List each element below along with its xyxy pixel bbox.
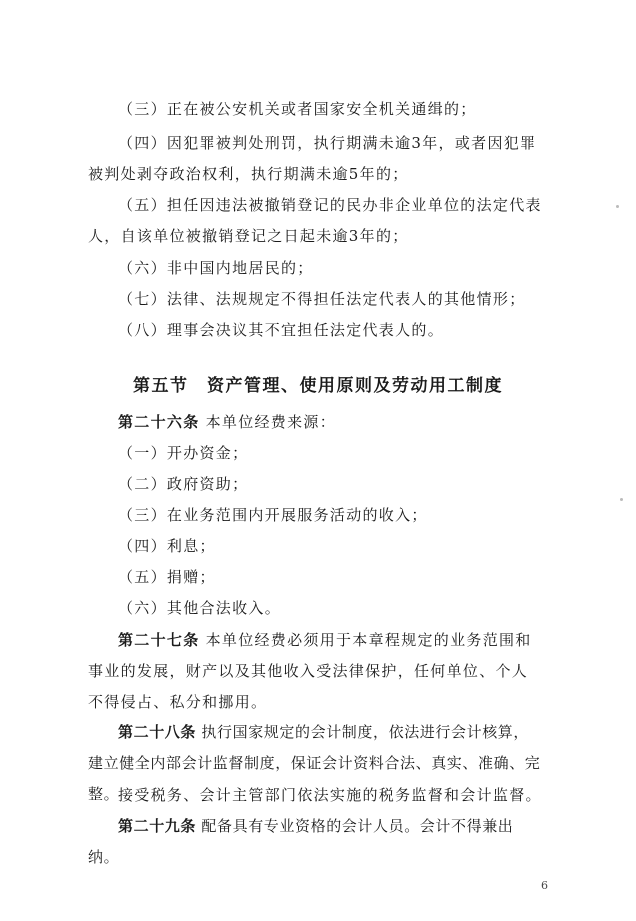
article-28-label: 第二十八条 — [118, 723, 197, 741]
funding-item-2: （二）政府资助； — [118, 475, 249, 493]
funding-item-3: （三）在业务范围内开展服务活动的收入； — [118, 506, 428, 524]
page-number: 6 — [541, 879, 548, 892]
funding-item-6: （六）其他合法收入。 — [118, 599, 282, 617]
article-26 — [88, 407, 544, 438]
item-8-board-resolution: （八）理事会决议其不宜担任法定代表人的。 — [118, 321, 445, 339]
scan-speck — [620, 498, 623, 501]
article-27-label: 第二十七条 — [118, 631, 200, 649]
section-title: 第五节 资产管理、使用原则及劳动用工制度 — [133, 376, 503, 396]
article-28-text: 执行国家规定的会计制度，依法进行会计核算，建立健全内部会计监督制度，保证会计资料合法、真实、准确、完整。 — [88, 723, 541, 803]
article-27 — [88, 625, 544, 718]
article-29-label: 第二十九条 — [118, 817, 197, 835]
funding-item-1: （一）开办资金； — [118, 444, 249, 462]
funding-item-5: （五）捐赠； — [118, 568, 216, 586]
article-27-text: 本单位经费必须用于本章程规定的业务范围和事业的发展，财产以及其他收入受法律保护，任何单位、个人不得侵占、私分和挪用。 — [88, 631, 532, 711]
funding-item-4: （四）利息； — [118, 537, 216, 555]
article-29 — [88, 811, 544, 873]
item-3-wanted: （三）正在被公安机关或者国家安全机关通缉的； — [118, 100, 477, 118]
item-5-revoked-unit: （五）担任因违法被撤销登记的民办非企业单位的法定代表人，自该单位被撤销登记之日起未逾3年的； — [88, 196, 542, 245]
article-28-supervision: 接受税务、会计主管部门依法实施的税务监督和会计监督。 — [118, 786, 542, 804]
item-4-criminal-record: （四）因犯罪被判处刑罚，执行期满未逾3年，或者因犯罪被判处剥夺政治权利，执行期满未逾5年的； — [88, 134, 537, 183]
article-29-text: 配备具有专业资格的会计人员。会计不得兼出纳。 — [88, 817, 514, 866]
scan-speck — [616, 205, 619, 208]
article-26-label: 第二十六条 — [118, 413, 200, 431]
item-7-other-cases: （七）法律、法规规定不得担任法定代表人的其他情形； — [118, 290, 526, 308]
article-26-text: 本单位经费来源： — [205, 413, 336, 431]
item-6-non-resident: （六）非中国内地居民的； — [118, 259, 314, 277]
